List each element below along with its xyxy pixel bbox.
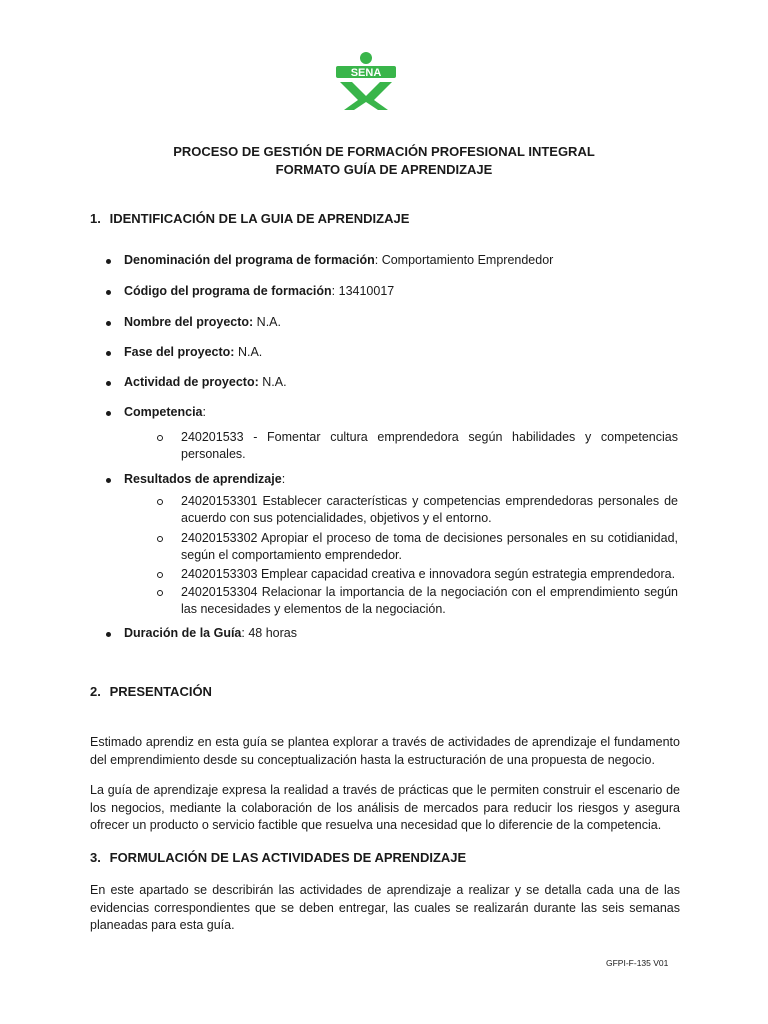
resultado-text: 24020153303 Emplear capacidad creativa e innovadora según estrategia emprendedora. [181,567,676,581]
item-value: Comportamiento Emprendedor [381,253,554,267]
circle-bullet-icon [157,536,163,542]
section3-number: 3. [90,850,101,865]
item-separator: : [331,284,339,298]
sena-logo [334,50,398,112]
bullet-icon [106,351,111,356]
item-value: N.A. [237,345,263,359]
circle-bullet-icon [157,499,163,505]
paragraph: En este apartado se describirán las actividades de aprendizaje a realizar y se detalla cada una de las evidencias correspondientes que se deben entregar, las cuales se realizarán durante las seis semanas planeadas para esta guía. [90,883,680,932]
circle-bullet-icon [157,435,163,441]
resultado-text: 24020153304 Relacionar la importancia de la negociación con el emprendimiento según las necesidades y elementos de la negociación. [181,585,678,616]
circle-bullet-icon [157,590,163,596]
item-label: Denominación del programa de formación [124,253,375,267]
header-title-line1: PROCESO DE GESTIÓN DE FORMACIÓN PROFESIONAL INTEGRAL [173,144,595,159]
item-label: Fase del proyecto: [124,345,235,359]
sena-logo-icon [334,50,398,112]
paragraph: La guía de aprendizaje expresa la realidad a través de prácticas que le permiten construir el escenario de los negocios, mediante la colaboración de los análisis de mercados para reducir los riesgos y asegura ofrecer un producto o servicio factible que resuelva una necesidad que lo diferencie de la competencia. [90,783,680,832]
circle-bullet-icon [157,572,163,578]
item-separator: : [281,472,286,486]
resultado-text: 24020153302 Apropiar el proceso de toma de decisiones personales en su cotidianidad, según el comportamiento emprendedor. [181,531,678,562]
item-value: 13410017 [338,284,395,298]
item-label: Código del programa de formación [124,284,332,298]
section1-title: IDENTIFICACIÓN DE LA GUIA DE APRENDIZAJE [109,211,410,226]
paragraph: Estimado aprendiz en esta guía se plantea explorar a través de actividades de aprendizaje el fundamento del emprendimiento desde su conceptualización hasta la estructuración de una propuesta de negocio. [90,735,680,767]
item-value: N.A. [256,315,281,329]
item-separator: : [241,626,249,640]
resultado-text: 24020153301 Establecer características y competencias emprendedoras personales de acuerdo con sus potencialidades, objetivos y el entorno. [181,494,678,525]
item-separator: : [202,405,206,419]
item-label: Nombre del proyecto: [124,315,254,329]
competencia-text: 240201533 - Fomentar cultura emprendedora según habilidades y competencias personales. [181,430,678,461]
item-label: Actividad de proyecto: [124,375,259,389]
bullet-icon [106,321,111,326]
section1-number: 1. [90,211,101,226]
item-separator: : [374,253,382,267]
item-value: 48 horas [248,626,297,640]
bullet-icon [106,259,111,264]
item-label: Duración de la Guía [124,626,242,640]
section2-title: PRESENTACIÓN [109,684,212,699]
bullet-icon [106,290,111,295]
item-label: Resultados de aprendizaje [124,472,282,486]
item-label: Competencia [124,405,203,419]
item-value: N.A. [262,375,287,389]
section3-heading [90,850,466,865]
logo-text: SENA [350,67,382,79]
bullet-icon [106,478,111,483]
footer-document-code: GFPI-F-135 V01 [606,958,669,968]
header-title-line2: FORMATO GUÍA DE APRENDIZAJE [275,162,493,177]
bullet-icon [106,411,111,416]
bullet-icon [106,381,111,386]
bullet-icon [106,632,111,637]
section3-title: FORMULACIÓN DE LAS ACTIVIDADES DE APRENDIZAJE [109,850,467,865]
section2-number: 2. [90,684,101,699]
section1-heading [90,211,409,226]
section2-heading [90,684,212,699]
